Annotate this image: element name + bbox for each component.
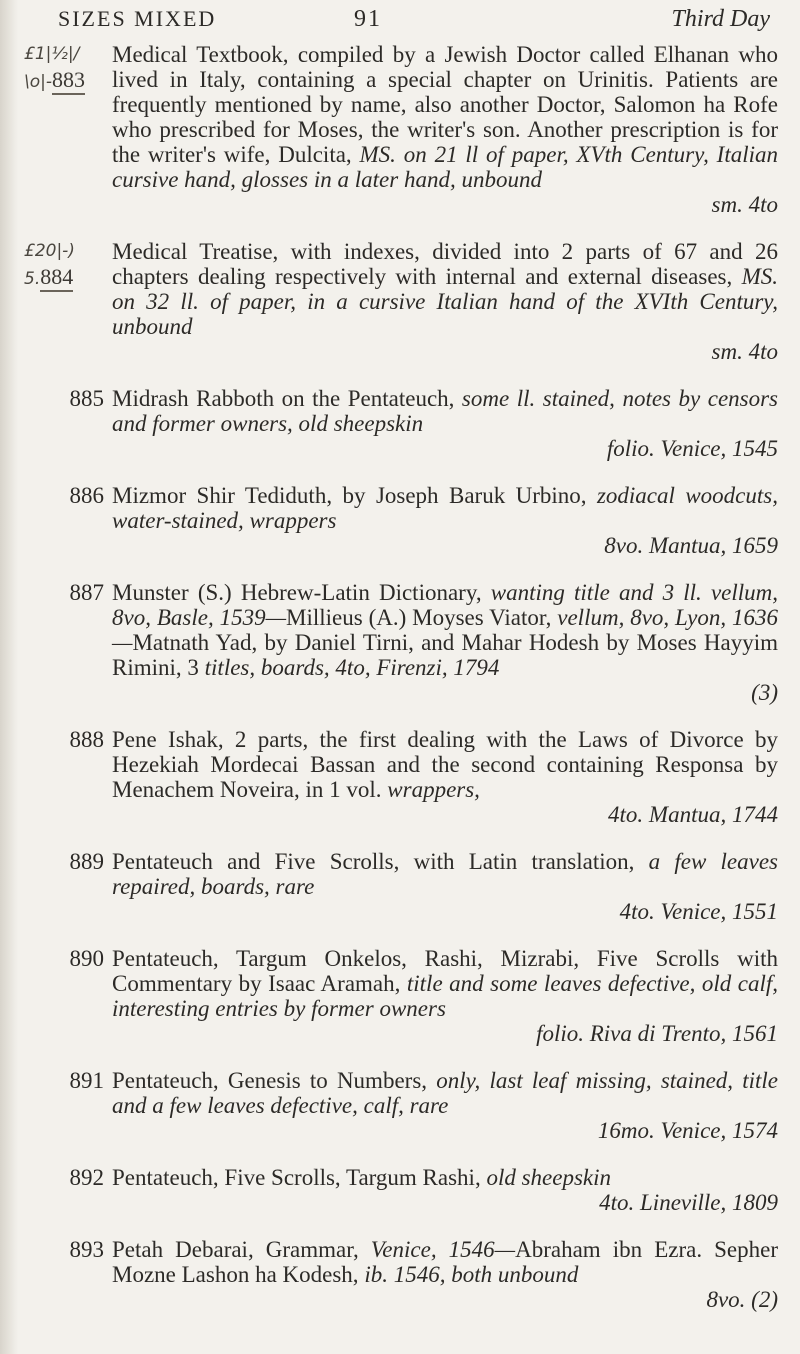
entry-description: [112, 42, 778, 217]
handwritten-annotation: £20|-) 5.: [24, 241, 75, 289]
entry-title-text: Pene Ishak, 2 parts, the first dealing with the Laws of Divorce by Hezekiah Mordecai Bassan and the second containing Responsa by Menachem Noveira, in 1 vol.: [112, 727, 778, 802]
entry-title-text: Mizmor Shir Tediduth, by Joseph Baruk Urbino,: [112, 483, 597, 508]
handwritten-annotation: £1|½|/ \o|-: [24, 44, 80, 92]
entry-title-text: Munster (S.) Hebrew-Latin Dictionary,: [112, 580, 491, 605]
catalogue-entry: [24, 946, 778, 1046]
entry-imprint: folio. Riva di Trento, 1561: [536, 1021, 778, 1046]
entry-title-text: Pentateuch, Targum Onkelos, Rashi, Mizrabi, Five Scrolls with Commentary by Isaac Aramah,: [112, 946, 778, 996]
lot-number: 891: [69, 1068, 104, 1093]
entry-title-text: Pentateuch and Five Scrolls, with Latin translation,: [112, 849, 649, 874]
entry-imprint: sm. 4to: [711, 192, 778, 217]
catalogue-entry: [24, 386, 778, 461]
entry-title-text: Midrash Rabboth on the Pentateuch,: [112, 386, 462, 411]
entry-condition-text: zodiacal woodcuts, water-stained, wrappers: [112, 483, 778, 533]
entry-title-text: Medical Treatise, with indexes, divided into 2 parts of 67 and 26 chapters dealing respectively with internal and external diseases,: [112, 239, 778, 289]
entry-title-text: Matnath Yad, by Daniel Tirni, and Mahar Hodesh by Moses Hayyim Rimini, 3: [112, 630, 778, 680]
lot-number: 887: [69, 580, 104, 605]
header-day: Third Day: [671, 6, 770, 32]
entry-condition-text: only, last leaf missing, stained, title and a few leaves defective, calf, rare: [112, 1068, 778, 1118]
catalogue-entry: [24, 1165, 778, 1215]
entry-description: [112, 483, 778, 558]
entry-imprint: 16mo. Venice, 1574: [597, 1118, 778, 1143]
catalogue-entry: [24, 483, 778, 558]
entry-description: [112, 1237, 778, 1312]
entry-imprint: 4to. Lineville, 1809: [599, 1190, 778, 1215]
lot-number: 892: [69, 1165, 104, 1190]
entry-condition-text: wrappers,: [387, 777, 480, 802]
entry-condition-text: a few leaves repaired, boards, rare: [112, 849, 778, 899]
lot-number: 888: [69, 727, 104, 752]
entry-description: [112, 239, 778, 364]
catalogue-entry: [24, 849, 778, 924]
catalogue-entry: [24, 727, 778, 827]
header-section-title: SIZES MIXED: [58, 6, 217, 31]
entry-title-text: Pentateuch, Five Scrolls, Targum Rashi,: [112, 1165, 487, 1190]
lot-number: 886: [69, 483, 104, 508]
lot-number: 889: [69, 849, 104, 874]
entry-condition-text: MS. on 32 ll. of paper, in a cursive Italian hand of the XVIth Century, unbound: [112, 264, 778, 339]
entry-condition-text: old sheepskin: [486, 1165, 612, 1190]
entry-title-text: Millieus (A.) Moyses Viator,: [286, 605, 558, 630]
catalogue-entry: [24, 1237, 778, 1312]
entry-imprint: 8vo. (2): [706, 1287, 778, 1312]
page-header: [58, 6, 770, 32]
entry-condition-text: wanting title and 3 ll. vellum, 8vo, Basle, 1539—: [112, 580, 779, 630]
entry-condition-text: vellum, 8vo, Lyon, 1636—: [112, 605, 778, 655]
catalogue-entry: [24, 1068, 778, 1143]
entry-description: [112, 727, 778, 827]
entry-imprint: 4to. Mantua, 1744: [608, 802, 778, 827]
page-number: 91: [354, 6, 382, 32]
entry-condition-text: title and some leaves defective, old calf, interesting entries by former owners: [112, 971, 778, 1021]
entry-imprint: 4to. Venice, 1551: [619, 899, 778, 924]
entry-description: [112, 946, 778, 1046]
entry-description: [112, 1068, 778, 1143]
entry-title-text: Abraham ibn Ezra. Sepher Mozne Lashon ha Kodesh,: [112, 1237, 779, 1287]
entry-condition-text: Venice, 1546—: [370, 1237, 516, 1262]
lot-number: [24, 42, 112, 95]
entry-imprint: folio. Venice, 1545: [606, 436, 778, 461]
lot-number-value: 884: [40, 264, 73, 292]
lot-number: 893: [69, 1237, 104, 1262]
entry-imprint: (3): [751, 680, 778, 705]
entry-title-text: Petah Debarai, Grammar,: [112, 1237, 371, 1262]
entry-title-text: Pentateuch, Genesis to Numbers,: [112, 1068, 437, 1093]
entry-description: [112, 386, 778, 461]
catalogue-entry: [24, 239, 778, 364]
entry-title-text: Medical Textbook, compiled by a Jewish Doctor called Elhanan who lived in Italy, containing a special chapter on Urinitis. Patients are frequently mentioned by name, also another Doctor, Salomon ha Rofe who prescribed for Moses, the writer's son. Another prescription is for the writer's wife, Dulcita,: [112, 42, 778, 167]
entry-condition-text: ib. 1546, both unbound: [364, 1262, 579, 1287]
entry-description: [112, 1165, 778, 1215]
lot-number: [24, 239, 112, 292]
entry-imprint: sm. 4to: [711, 339, 778, 364]
scan-edge-shadow: [0, 0, 18, 1354]
catalogue-entry: [24, 580, 778, 705]
entry-description: [112, 849, 778, 924]
catalogue-entries: [24, 42, 778, 1334]
lot-number: 890: [69, 946, 104, 971]
entry-condition-text: some ll. stained, notes by censors and former owners, old sheepskin: [112, 386, 778, 436]
entry-description: [112, 580, 778, 705]
entry-condition-text: MS. on 21 ll of paper, XVth Century, Italian cursive hand, glosses in a later hand, unbound: [112, 142, 778, 192]
lot-number-value: 883: [52, 67, 85, 95]
entry-imprint: 8vo. Mantua, 1659: [604, 533, 778, 558]
catalogue-entry: [24, 42, 778, 217]
lot-number: 885: [69, 386, 104, 411]
entry-condition-text: titles, boards, 4to, Firenzi, 1794: [204, 655, 500, 680]
